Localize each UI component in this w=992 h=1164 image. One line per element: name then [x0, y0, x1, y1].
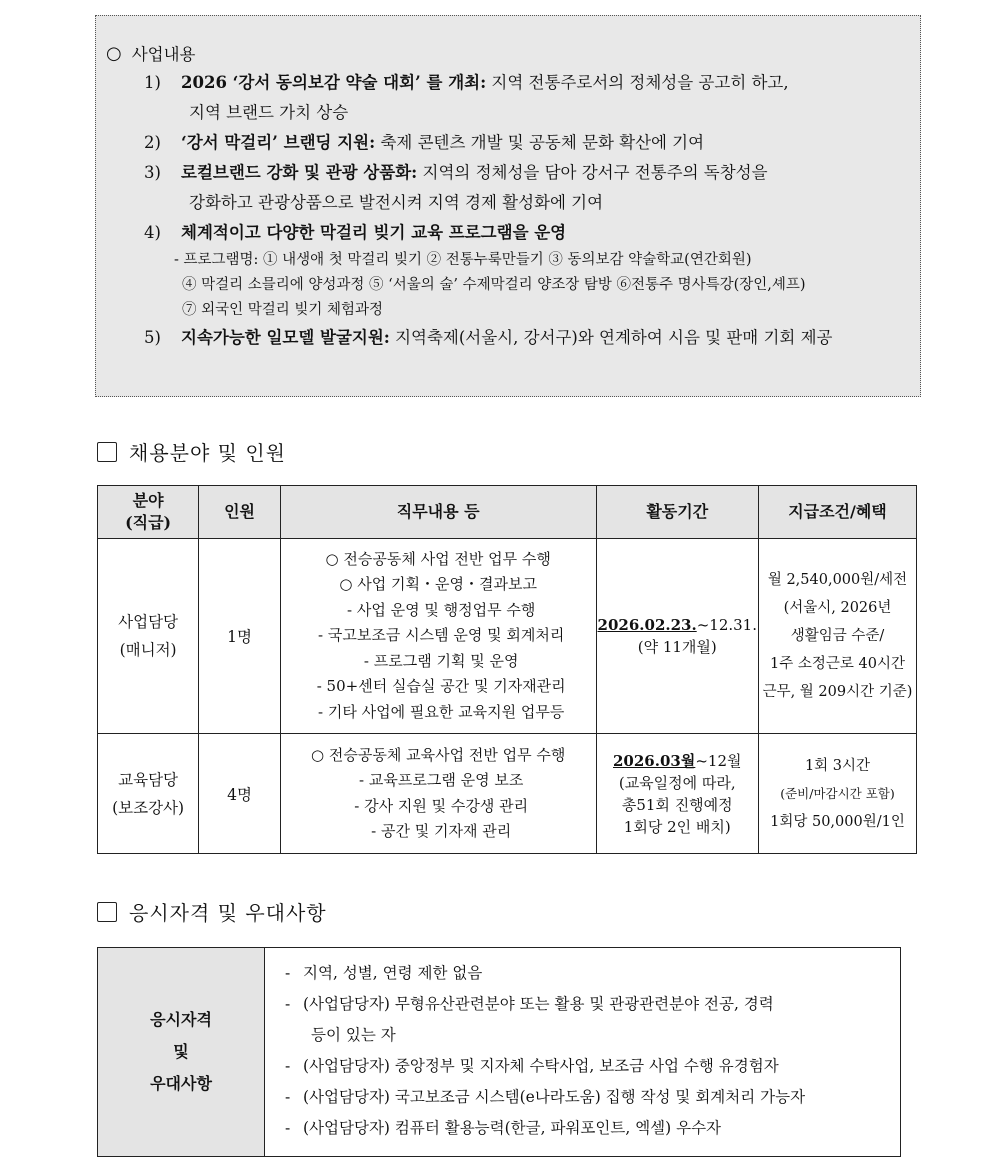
duties-cell	[280, 734, 596, 854]
recruit-table	[97, 485, 917, 854]
duty-line: - 프로그램 기획 및 운영	[363, 651, 519, 670]
circle-bullet-icon: ○	[106, 42, 122, 64]
duty-line: ○ 전승공동체 교육사업 전반 업무 수행	[311, 745, 566, 764]
business-header-label: 사업내용	[131, 45, 196, 64]
item-number: 5)	[144, 328, 161, 347]
label-line: 응시자격	[150, 1010, 212, 1029]
pay-line: 생활임금 수준/	[790, 628, 885, 644]
qual-text: 지역, 성별, 연령 제한 없음	[303, 964, 483, 982]
period-note: (교육일정에 따라,	[618, 773, 736, 792]
item-text: 지역 전통주로서의 정체성을 공고히 하고,	[486, 73, 789, 92]
item-title: 체계적이고 다양한 막걸리 빚기 교육 프로그램을 운영	[181, 223, 567, 242]
field-rank: (매니저)	[119, 641, 177, 659]
field-name: 교육담당	[118, 770, 179, 789]
list-item: - (사업담당자) 무형유산관련분야 또는 활용 및 관광관련분야 전공, 경력	[285, 995, 774, 1013]
period-note: 총51회 진행예정	[621, 795, 733, 814]
qual-text: (사업담당자) 중앙정부 및 지자체 수탁사업, 보조금 사업 수행 유경험자	[303, 1057, 779, 1075]
pay-line: (서울시, 2026년	[783, 600, 892, 616]
item-number: 3)	[144, 163, 161, 182]
item-number: 4)	[144, 223, 161, 242]
duty-line: - 사업 운영 및 행정업무 수행	[347, 600, 536, 619]
list-item: - (사업담당자) 컴퓨터 활용능력(한글, 파워포인트, 엑셀) 우수자	[285, 1119, 722, 1137]
field-cell	[98, 734, 199, 854]
field-rank: (보조강사)	[112, 798, 185, 817]
duties-cell	[280, 539, 596, 734]
count-cell: 1명	[199, 539, 281, 734]
qual-text: (사업담당자) 국고보조금 시스템(e나라도움) 집행 작성 및 회계처리 가능자	[303, 1088, 806, 1106]
list-item: - 지역, 성별, 연령 제한 없음	[285, 964, 483, 982]
item-continuation: 강화하고 관광상품으로 발전시켜 지역 경제 활성화에 기여	[189, 193, 604, 212]
period-note: 1회당 2인 배치)	[623, 817, 731, 836]
period-end: ~12.31.	[696, 616, 757, 634]
pay-cell	[758, 734, 916, 854]
business-item-2	[106, 128, 910, 158]
pay-line: (준비/마감시간 포함)	[780, 785, 895, 801]
qual-text: 등이 있는 자	[311, 1026, 396, 1044]
recruit-section-title	[97, 437, 286, 466]
table-row	[98, 948, 901, 1157]
pay-line: 1회당 50,000원/1인	[770, 813, 905, 830]
item-text: 축제 콘텐츠 개발 및 공동체 문화 확산에 기여	[375, 133, 705, 152]
qual-text: (사업담당자) 컴퓨터 활용능력(한글, 파워포인트, 엑셀) 우수자	[303, 1119, 722, 1137]
period-start: 2026.02.23.	[597, 616, 697, 634]
item-text: 지역축제(서울시, 강서구)와 연계하여 시음 및 판매 기회 제공	[389, 328, 833, 347]
table-row	[98, 734, 917, 854]
item-title: 로컬브랜드 강화 및 관광 상품화:	[181, 163, 418, 182]
pay-cell	[758, 539, 916, 734]
business-item-4	[106, 218, 910, 248]
header-pay: 지급조건/혜택	[758, 486, 916, 539]
program-line: ④ 막걸리 소믈리에 양성과정 ⑤ ‘서울의 술’ 수제막걸리 양조장 탐방 ⑥전통주 명사특강(장인,셰프)	[182, 277, 806, 293]
qualification-section-title	[97, 897, 327, 926]
program-line: ⑦ 외국인 막걸리 빚기 체험과정	[182, 302, 384, 318]
item-number: 1)	[144, 73, 161, 92]
business-item-5	[106, 323, 910, 353]
label-line: 및	[173, 1042, 189, 1061]
label-line: 우대사항	[150, 1074, 212, 1093]
business-item-3	[106, 158, 910, 218]
period-start: 2026.03월	[613, 751, 696, 770]
recruit-title-text: 채용분야 및 인원	[129, 441, 286, 465]
program-list	[106, 248, 910, 323]
period-cell	[596, 539, 758, 734]
header-duties: 직무내용 등	[280, 486, 596, 539]
item-text: 지역의 정체성을 담아 강서구 전통주의 독창성을	[417, 163, 768, 182]
item-title: 2026 ‘강서 동의보감 약술 대회’ 를 개최:	[181, 73, 487, 92]
count-cell: 4명	[199, 734, 281, 854]
header-field: 분야 (직급)	[98, 486, 199, 539]
qual-text: (사업담당자) 무형유산관련분야 또는 활용 및 관광관련분야 전공, 경력	[303, 995, 774, 1013]
item-title: 지속가능한 일모델 발굴지원:	[181, 328, 390, 347]
table-header-row	[98, 486, 917, 539]
period-cell	[596, 734, 758, 854]
period-end: ~12월	[695, 751, 742, 770]
duty-line: - 강사 지원 및 수강생 관리	[354, 796, 529, 815]
pay-line: 1주 소정근로 40시간	[770, 656, 905, 672]
checkbox-square-icon	[97, 902, 117, 922]
qualification-label-cell	[98, 948, 265, 1157]
duty-line: - 공간 및 기자재 관리	[371, 822, 512, 840]
list-item: - (사업담당자) 중앙정부 및 지자체 수탁사업, 보조금 사업 수행 유경험자	[285, 1057, 779, 1075]
table-row	[98, 539, 917, 734]
qualification-title-text: 응시자격 및 우대사항	[129, 901, 327, 925]
duty-line: - 교육프로그램 운영 보조	[359, 771, 524, 789]
field-name: 사업담당	[118, 613, 179, 631]
list-item: - (사업담당자) 국고보조금 시스템(e나라도움) 집행 작성 및 회계처리 가능자	[285, 1088, 806, 1106]
field-cell	[98, 539, 199, 734]
business-header	[106, 38, 910, 68]
list-item	[285, 1020, 886, 1051]
header-period: 활동기간	[596, 486, 758, 539]
item-title: ‘강서 막걸리’ 브랜딩 지원:	[181, 133, 376, 152]
duty-line: ○ 전승공동체 사업 전반 업무 수행	[325, 549, 551, 568]
checkbox-square-icon	[97, 442, 117, 462]
item-number: 2)	[144, 133, 161, 152]
header-count: 인원	[199, 486, 281, 539]
duty-line: ○ 사업 기획・운영・결과보고	[339, 575, 537, 594]
item-continuation: 지역 브랜드 가치 상승	[189, 103, 349, 122]
qualification-body-cell	[265, 948, 901, 1157]
duty-line: - 국고보조금 시스템 운영 및 회계처리	[318, 626, 565, 645]
qualification-table	[97, 947, 901, 1157]
duty-line: - 50+센터 실습실 공간 및 기자재관리	[316, 677, 566, 696]
business-item-1	[106, 68, 910, 128]
program-line: - 프로그램명: ① 내생애 첫 막걸리 빚기 ② 전통누룩만들기 ③ 동의보감 약술학교(연간회원)	[174, 252, 752, 268]
pay-line: 근무, 월 209시간 기준)	[762, 684, 913, 700]
pay-line: 월 2,540,000원/세전	[767, 572, 908, 588]
business-content-box	[95, 15, 921, 397]
pay-line: 1회 3시간	[804, 757, 871, 774]
period-note: (약 11개월)	[637, 638, 717, 656]
duty-line: - 기타 사업에 필요한 교육지원 업무등	[318, 702, 565, 721]
